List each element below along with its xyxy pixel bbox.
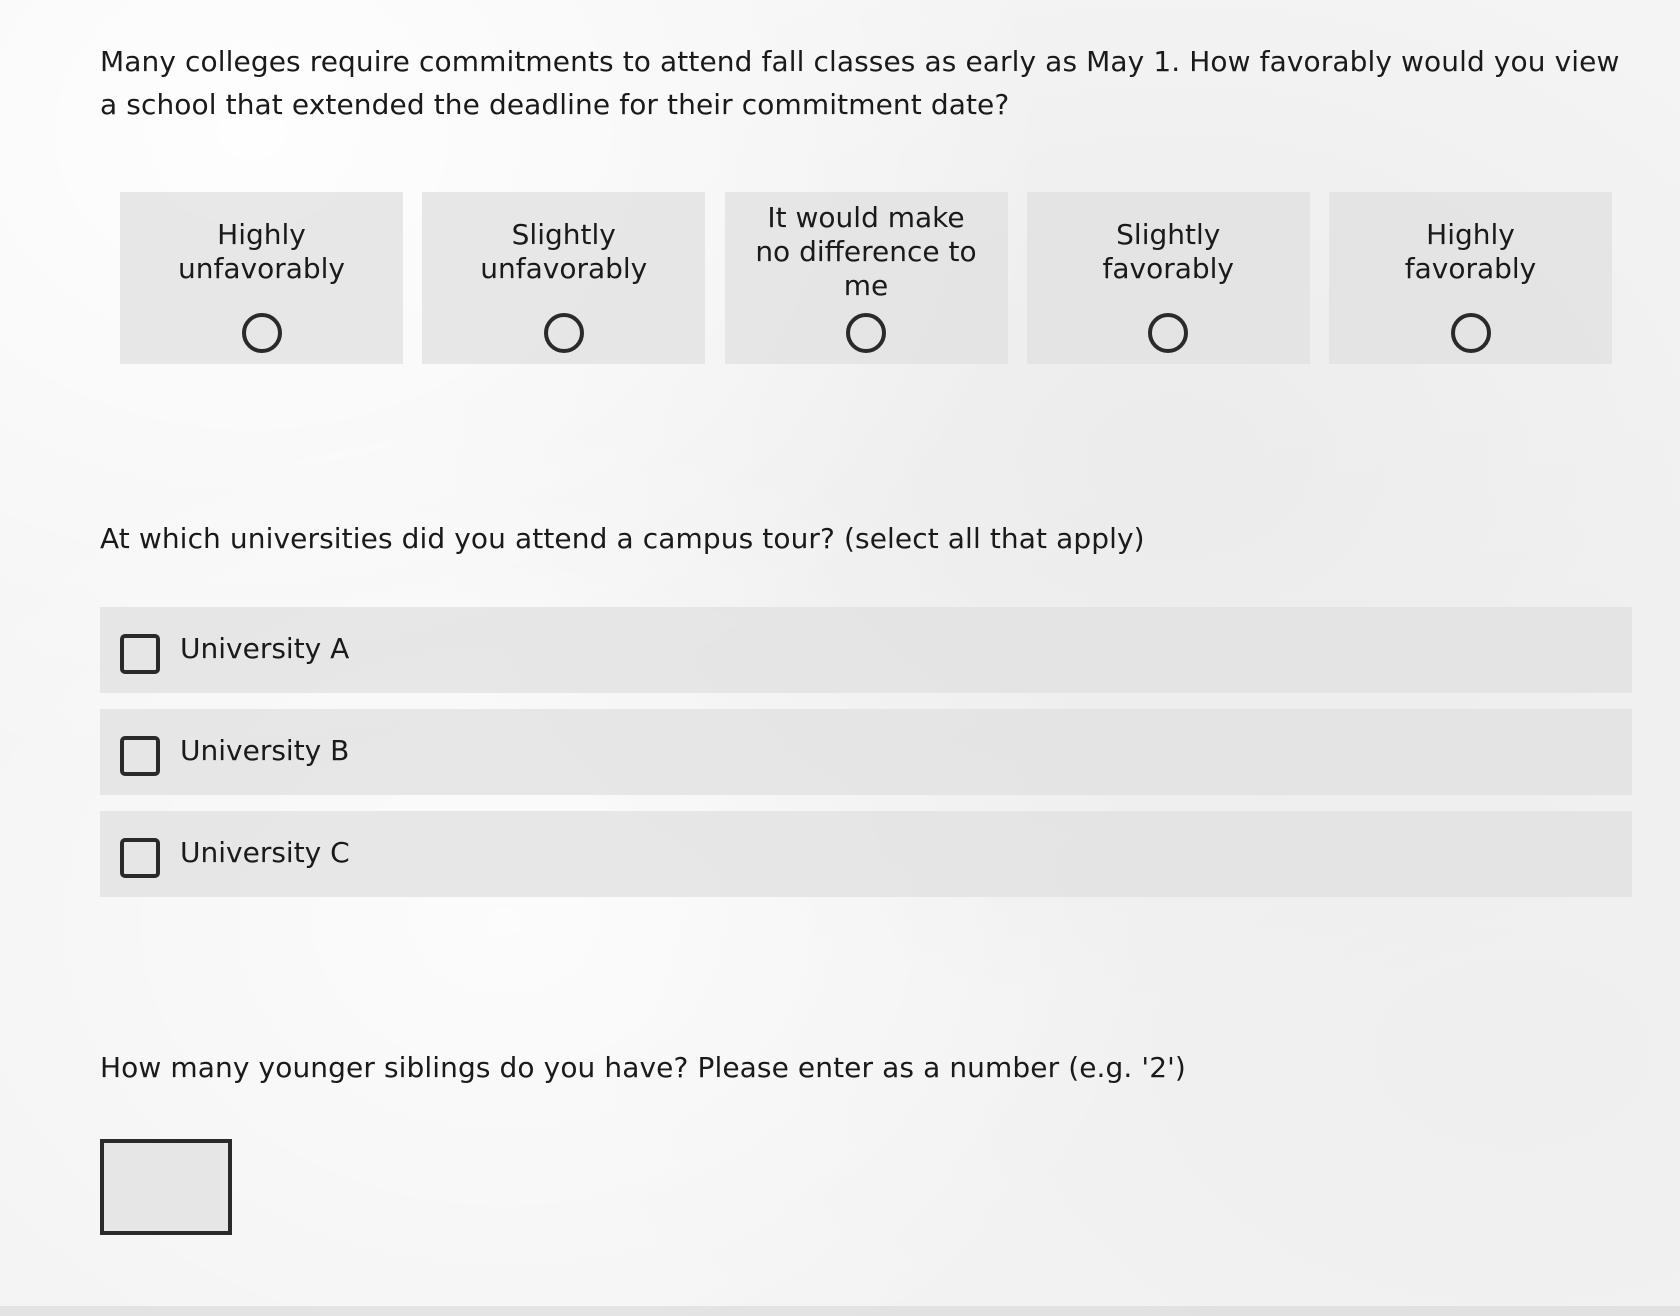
checkbox[interactable] <box>120 736 160 776</box>
likert-option-slightly-unfavorably[interactable] <box>422 192 705 364</box>
radio-button[interactable] <box>1451 313 1491 353</box>
likert-option-no-difference[interactable] <box>725 192 1008 364</box>
checkbox-label: University C <box>180 836 350 869</box>
likert-option-slightly-favorably[interactable] <box>1027 192 1310 364</box>
checkbox-label: University B <box>180 734 350 767</box>
page-bottom-band <box>0 1306 1680 1316</box>
checkbox[interactable] <box>120 634 160 674</box>
checkbox-option-university-c[interactable] <box>100 811 1632 897</box>
radio-button[interactable] <box>242 313 282 353</box>
likert-option-highly-favorably[interactable] <box>1329 192 1612 364</box>
likert-scale <box>120 192 1612 364</box>
radio-button[interactable] <box>846 313 886 353</box>
siblings-number-input[interactable] <box>100 1139 232 1235</box>
question-text: At which universities did you attend a campus tour? (select all that apply) <box>100 522 1145 555</box>
checkbox-list <box>100 607 1632 913</box>
checkbox-option-university-b[interactable] <box>100 709 1632 795</box>
radio-button[interactable] <box>544 313 584 353</box>
likert-option-highly-unfavorably[interactable] <box>120 192 403 364</box>
question-text: How many younger siblings do you have? Please enter as a number (e.g. '2') <box>100 1051 1186 1084</box>
radio-button[interactable] <box>1148 313 1188 353</box>
checkbox-label: University A <box>180 632 350 665</box>
question-text: Many colleges require commitments to attend fall classes as early as May 1. How favorably would you view a school that extended the deadline for their commitment date? <box>100 45 1620 121</box>
likert-option-label: Slightly favorably <box>1102 218 1234 285</box>
likert-option-label: Highly favorably <box>1404 218 1537 285</box>
checkbox-option-university-a[interactable] <box>100 607 1632 693</box>
likert-option-label: It would make no difference to me <box>755 201 977 302</box>
likert-option-label: Highly unfavorably <box>177 218 345 285</box>
checkbox[interactable] <box>120 838 160 878</box>
likert-option-label: Slightly unfavorably <box>480 218 648 285</box>
